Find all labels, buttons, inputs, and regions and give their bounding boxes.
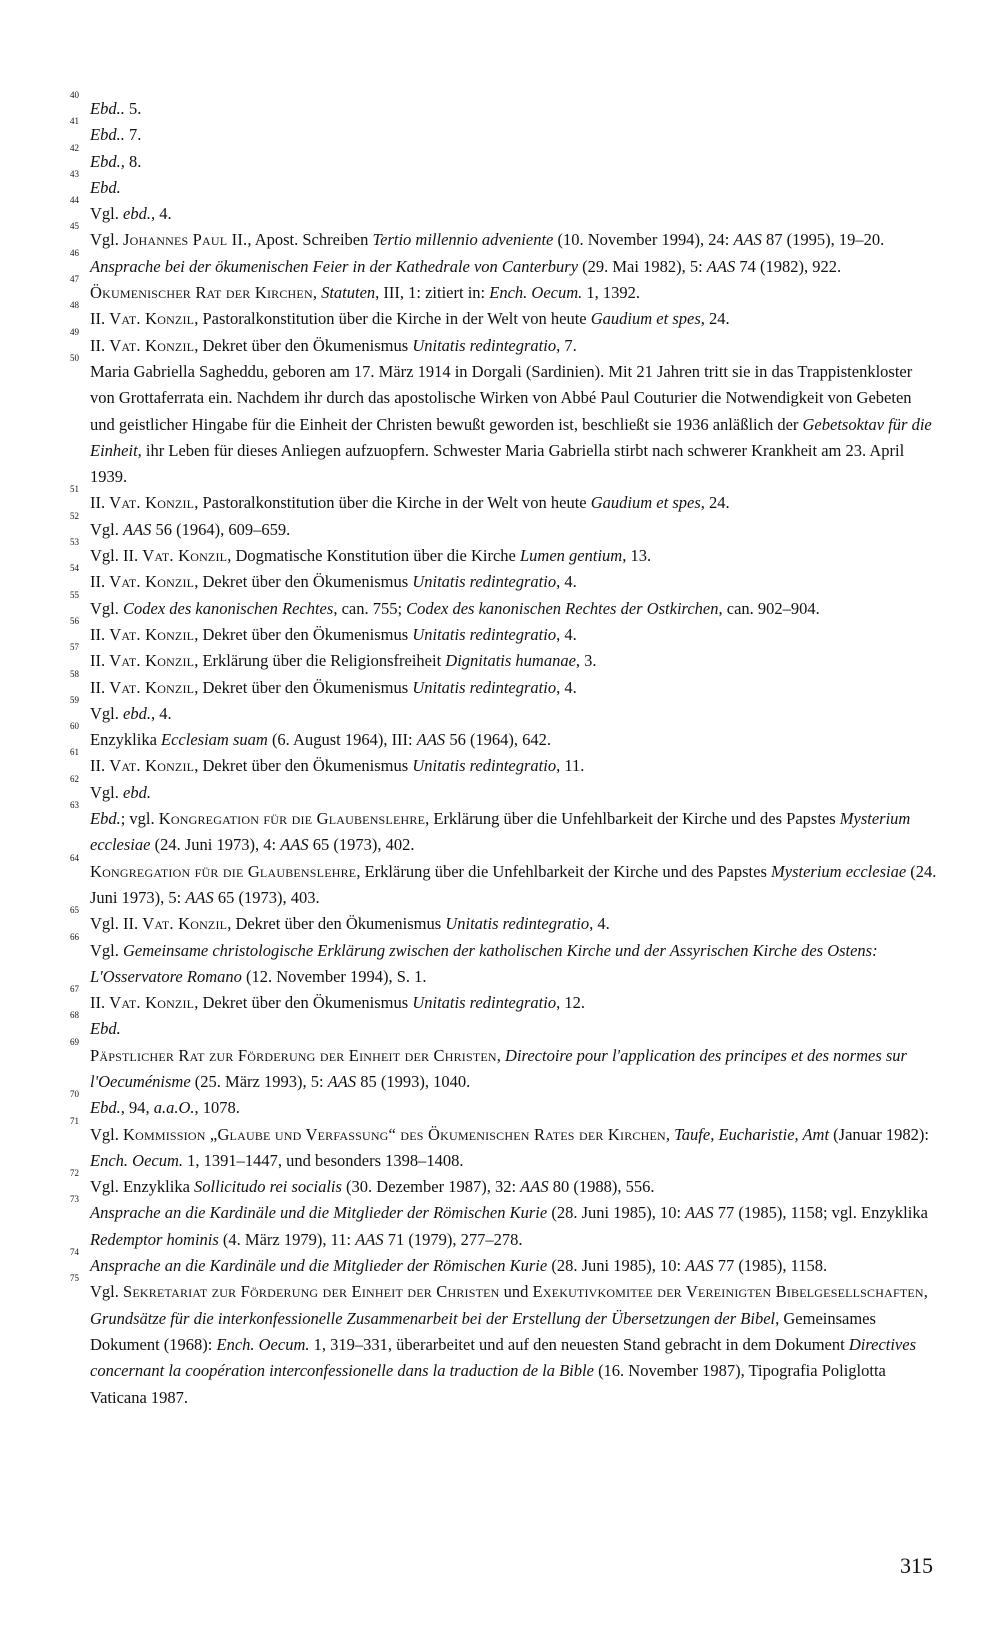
- footnote-text: , 24.: [700, 309, 730, 329]
- footnote-text: Vgl.: [90, 1282, 123, 1302]
- footnote-number: 59: [70, 694, 79, 705]
- footnote-text: , 7.: [556, 335, 577, 355]
- footnote-text: , Dekret über den Ökumenismus: [194, 624, 413, 644]
- footnote-italic-text: Ench. Oecum.: [216, 1334, 310, 1354]
- footnote-number: 65: [70, 905, 79, 916]
- footnote-number: 50: [70, 352, 79, 363]
- footnote-text: II.: [90, 624, 110, 644]
- footnote-text: II.: [90, 572, 110, 592]
- footnote-number: 42: [70, 142, 79, 153]
- footnote-text: (30. Dezember 1987), 32:: [341, 1177, 521, 1197]
- footnote-italic-text: Ench. Oecum.: [489, 283, 583, 303]
- footnote-text: , Erklärung über die Unfehlbarkeit der Kirche und des Papstes: [425, 809, 840, 829]
- footnote-number: 58: [70, 668, 79, 679]
- footnote-72: [70, 1168, 938, 1200]
- footnote-italic-text: Ebd.: [90, 177, 121, 197]
- footnote-author: Ökumenischer Rat der Kirchen: [90, 283, 313, 303]
- footnote-number: 45: [70, 221, 79, 232]
- footnote-text: , Dekret über den Ökumenismus: [194, 572, 413, 592]
- footnote-italic-text: Unitatis redintegratio: [445, 914, 590, 934]
- footnote-italic-text: Unitatis redintegratio: [412, 624, 557, 644]
- footnote-text: II.: [90, 756, 110, 776]
- footnote-text: , can. 902–904.: [718, 598, 820, 618]
- footnote-number: 48: [70, 300, 79, 311]
- footnote-text: , Erklärung über die Unfehlbarkeit der Kirche und des Papstes: [356, 861, 772, 881]
- footnote-text: Vgl. Enzyklika: [90, 1177, 195, 1197]
- footnotes-list: [70, 90, 938, 1411]
- footnote-text: , Dekret über den Ökumenismus: [194, 993, 413, 1013]
- footnote-number: 67: [70, 984, 79, 995]
- footnote-text: , 4.: [556, 624, 577, 644]
- footnote-number: 62: [70, 773, 79, 784]
- page-number: 315: [900, 1553, 933, 1578]
- footnote-text: 1, 319–331, überarbeitet und auf den neuesten Stand gebracht in dem Dokument: [309, 1334, 849, 1354]
- footnote-author: Kommission „Glaube und Verfassung“ des Ökumenischen Rates der Kirchen: [123, 1124, 666, 1144]
- footnote-author: Vat. Konzil: [142, 546, 228, 566]
- footnote-number: 44: [70, 195, 79, 206]
- footnote-text: II.: [90, 651, 110, 671]
- footnote-italic-text: AAS: [327, 1071, 357, 1091]
- footnote-text: , 94,: [120, 1098, 154, 1118]
- footnote-text: Vgl.: [90, 204, 123, 224]
- footnote-number: 49: [70, 326, 79, 337]
- footnote-italic-text: Mysterium ecclesiae: [771, 861, 907, 881]
- footnote-text: Vgl. II.: [90, 546, 143, 566]
- footnote-number: 70: [70, 1089, 79, 1100]
- footnote-number: 51: [70, 484, 79, 495]
- footnote-author: Kongregation für die Glaubenslehre: [90, 861, 357, 881]
- footnote-number: 75: [70, 1273, 79, 1284]
- footnote-number: 68: [70, 1010, 79, 1021]
- footnote-number: 40: [70, 90, 79, 100]
- footnote-text: ,: [312, 283, 322, 303]
- footnote-text: (25. März 1993), 5:: [190, 1071, 328, 1091]
- footnote-text: II.: [90, 493, 110, 513]
- footnote-author: Vat. Konzil: [109, 572, 195, 592]
- footnote-italic-text: Tertio millennio adveniente: [372, 230, 554, 250]
- footnote-text: 80 (1988), 556.: [548, 1177, 655, 1197]
- footnote-italic-text: Gemeinsame christologische Erklärung zwischen der katholischen Kirche und der Assyrischen Kirche des Ostens: L'Osservatore Romano: [90, 940, 878, 986]
- footnote-italic-text: Unitatis redintegratio: [412, 572, 557, 592]
- footnote-number: 55: [70, 589, 79, 600]
- footnote-italic-text: Unitatis redintegratio: [412, 677, 557, 697]
- footnote-italic-text: Ansprache an die Kardinäle und die Mitglieder der Römischen Kurie: [90, 1203, 548, 1223]
- footnote-text: 87 (1995), 19–20.: [761, 230, 885, 250]
- footnote-italic-text: AAS: [185, 887, 214, 907]
- footnote-number: 61: [70, 747, 79, 758]
- footnote-text: , Apost. Schreiben: [247, 230, 373, 250]
- footnote-italic-text: Unitatis redintegratio: [412, 335, 557, 355]
- footnote-text: Maria Gabriella Sagheddu, geboren am 17. März 1914 in Dorgali (Sardinien). Mit 21 Jahren tritt sie in das Trappistenkloster von Grottaferrata ein. Nachdem ihr durch das apostolische Wirken von Abbé Paul Couturier die Notwendigkeit von Gebeten und geistlicher Hingabe für die Einheit der Christen bewußt geworden ist, beschließt sie 1936 anläßlich der: [90, 361, 913, 434]
- footnote-italic-text: AAS: [355, 1229, 384, 1249]
- footnote-italic-text: Codex des kanonischen Rechtes: [123, 598, 334, 618]
- footnote-number: 54: [70, 563, 79, 574]
- footnote-italic-text: AAS: [685, 1203, 714, 1223]
- footnote-text: , Pastoralkonstitution über die Kirche in der Welt von heute: [194, 309, 591, 329]
- footnote-italic-text: AAS: [280, 835, 309, 855]
- footnote-text: , 13.: [622, 546, 652, 566]
- footnote-75: [70, 1273, 938, 1410]
- footnote-text: , 3.: [575, 651, 597, 671]
- footnote-text: 1, 1391–1447, und besonders 1398–1408.: [183, 1150, 464, 1170]
- footnote-italic-text: a.a.O.: [153, 1098, 195, 1118]
- footnote-author: Vat. Konzil: [109, 677, 195, 697]
- footnote-italic-text: Ansprache an die Kardinäle und die Mitglieder der Römischen Kurie: [90, 1256, 548, 1276]
- footnote-text: 65 (1973), 403.: [213, 887, 320, 907]
- footnote-number: 41: [70, 116, 79, 127]
- footnote-italic-text: Ebd..: [90, 99, 125, 118]
- footnote-author: Vat. Konzil: [109, 309, 195, 329]
- footnote-text: 56 (1964), 609–659.: [151, 519, 291, 539]
- footnote-italic-text: ebd.: [123, 703, 151, 723]
- footnote-text: , 24.: [700, 493, 730, 513]
- footnote-number: 57: [70, 642, 79, 653]
- footnote-italic-text: Ebd.: [90, 1098, 121, 1118]
- footnote-text: 65 (1973), 402.: [308, 835, 415, 855]
- footnote-text: , 4.: [150, 703, 172, 723]
- footnote-italic-text: Sollicitudo rei socialis: [194, 1177, 342, 1197]
- footnote-number: 71: [70, 1115, 79, 1126]
- footnote-text: , Dekret über den Ökumenismus: [194, 756, 413, 776]
- footnote-italic-text: Unitatis redintegratio: [412, 993, 557, 1013]
- footnote-italic-text: Ebd..: [90, 125, 125, 145]
- footnote-text: , Erklärung über die Religionsfreiheit: [194, 651, 446, 671]
- footnote-text: (4. März 1979), 11:: [218, 1229, 356, 1249]
- footnote-text: 85 (1993), 1040.: [356, 1071, 471, 1091]
- footnote-text: Vgl.: [90, 519, 123, 539]
- footnote-text: 77 (1985), 1158.: [713, 1256, 828, 1276]
- footnote-text: , ihr Leben für dieses Anliegen aufzuopfern. Schwester Maria Gabriella stirbt nach schwerer Krankheit am 23. April 1939.: [90, 440, 905, 487]
- footnote-italic-text: Ench. Oecum.: [90, 1150, 184, 1170]
- footnote-italic-text: Gebetsoktav für die Einheit: [90, 414, 932, 460]
- footnote-italic-text: AAS: [733, 230, 762, 250]
- footnote-author: Sekretariat zur Förderung der Einheit der Christen: [123, 1282, 500, 1302]
- footnote-number: 46: [70, 247, 79, 258]
- footnote-text: ,: [665, 1124, 675, 1144]
- footnote-text: Vgl.: [90, 703, 123, 723]
- footnote-text: , Gemeinsames Dokument (1968):: [90, 1308, 876, 1354]
- footnote-author: Vat. Konzil: [109, 493, 195, 513]
- footnote-text: (24. Juni 1973), 4:: [150, 835, 281, 855]
- footnote-text: , 4.: [589, 914, 610, 934]
- footnote-number: 63: [70, 800, 79, 811]
- footnote-text: 8.: [124, 151, 142, 171]
- footnote-text: , 4.: [556, 677, 577, 697]
- footnote-number: 60: [70, 721, 79, 732]
- footnote-text: , can. 755;: [333, 598, 407, 618]
- footnote-italic-text: AAS: [416, 730, 446, 750]
- footnote-text: ,: [496, 1045, 506, 1065]
- footnote-italic-text: Dignitatis humanae: [445, 651, 576, 671]
- footnote-text: Enzyklika: [90, 730, 162, 750]
- footnote-text: ,: [923, 1282, 928, 1302]
- footnote-text: , III, 1: zitiert in:: [375, 283, 490, 303]
- footnote-author: Vat. Konzil: [109, 651, 195, 671]
- footnote-italic-text: Gaudium et spes: [590, 493, 701, 513]
- footnote-number: 56: [70, 615, 79, 626]
- footnote-number: 73: [70, 1194, 79, 1205]
- footnote-text: , 12.: [556, 993, 585, 1013]
- footnote-text: 77 (1985), 1158; vgl. Enzyklika: [713, 1203, 928, 1223]
- footnote-text: 71 (1979), 277–278.: [383, 1229, 523, 1249]
- footnote-italic-text: AAS: [685, 1256, 714, 1276]
- footnote-italic-text: Lumen gentium: [520, 546, 623, 566]
- footnote-text: II.: [90, 335, 110, 355]
- footnote-italic-text: Ansprache bei der ökumenischen Feier in der Kathedrale von Canterbury: [90, 256, 579, 276]
- footnote-text: (29. Mai 1982), 5:: [578, 256, 707, 276]
- footnote-60: [70, 721, 938, 753]
- footnote-author: Päpstlicher Rat zur Förderung der Einheit der Christen: [90, 1045, 497, 1065]
- footnote-text: Vgl.: [90, 782, 123, 802]
- footnote-number: 74: [70, 1247, 79, 1258]
- footnote-text: 74 (1982), 922.: [735, 256, 842, 276]
- footnote-italic-text: Mysterium ecclesiae: [90, 809, 911, 855]
- footnote-author: Vat. Konzil: [142, 914, 228, 934]
- footnote-text: und: [499, 1282, 533, 1302]
- footnote-italic-text: AAS: [706, 256, 736, 276]
- footnote-text: Vgl. II.: [90, 914, 143, 934]
- footnote-italic-text: Unitatis redintegratio: [412, 756, 557, 776]
- footnote-italic-text: AAS: [123, 519, 152, 539]
- footnote-author: Vat. Konzil: [109, 756, 195, 776]
- footnote-italic-text: Directives concernant la coopération interconfessionelle dans la traduction de la Bible: [90, 1334, 917, 1381]
- footnote-text: 1, 1392.: [582, 283, 641, 303]
- footnote-italic-text: Ebd.: [90, 1019, 121, 1039]
- footnote-italic-text: AAS: [520, 1177, 549, 1197]
- footnote-italic-text: Ebd.,: [90, 151, 125, 171]
- footnote-italic-text: Directoire pour l'application des principes et des normes sur l'Oecuménisme: [90, 1045, 907, 1091]
- footnote-number: 72: [70, 1168, 79, 1179]
- footnote-text: Vgl.: [90, 940, 123, 960]
- footnote-author: Exekutivkomitee der Vereinigten Bibelgesellschaften: [532, 1282, 924, 1302]
- footnote-text: 56 (1964), 642.: [445, 730, 552, 750]
- footnote-author: Vat. Konzil: [109, 624, 195, 644]
- footnote-number: 69: [70, 1036, 79, 1047]
- footnote-author: Vat. Konzil: [109, 993, 195, 1013]
- footnote-text: Vgl.: [90, 1124, 123, 1144]
- footnote-text: 7.: [124, 125, 142, 145]
- footnote-italic-text: Redemptor hominis: [90, 1229, 219, 1249]
- footnote-text: , Dekret über den Ökumenismus: [227, 914, 446, 934]
- footnote-author: Vat. Konzil: [109, 335, 195, 355]
- footnote-italic-text: Grundsätze für die interkonfessionelle Zusammenarbeit bei der Erstellung der Übersetzungen der Bibel: [90, 1308, 776, 1328]
- footnote-number: 66: [70, 931, 79, 942]
- footnote-italic-text: ebd.,: [123, 204, 156, 224]
- footnote-number: 43: [70, 168, 79, 179]
- footnote-text: , 11.: [556, 756, 585, 776]
- footnote-text: Vgl.: [90, 598, 123, 618]
- footnote-number: 64: [70, 852, 79, 863]
- footnote-text: (28. Juni 1985), 10:: [547, 1203, 686, 1223]
- footnote-italic-text: Ecclesiam suam: [161, 730, 268, 750]
- footnote-text: 4.: [155, 204, 172, 224]
- footnote-author: Kongregation für die Glaubenslehre: [158, 809, 426, 829]
- footnote-text: ; vgl.: [120, 809, 159, 829]
- footnote-number: 47: [70, 274, 79, 285]
- footnote-number: 53: [70, 537, 79, 548]
- footnote-text: (24. Juni 1973), 5:: [90, 861, 937, 907]
- footnote-author: Johannes Paul II.: [123, 230, 248, 250]
- footnote-italic-text: ebd.: [123, 782, 151, 802]
- footnote-text: Vgl.: [90, 230, 123, 250]
- footnote-number: 52: [70, 510, 79, 521]
- footnote-italic-text: Codex des kanonischen Rechtes der Ostkirchen: [406, 598, 719, 618]
- footnote-italic-text: Statuten: [321, 283, 376, 303]
- footnote-text: , 1078.: [194, 1098, 240, 1118]
- footnote-text: (12. November 1994), S. 1.: [241, 966, 427, 986]
- footnote-text: , Dekret über den Ökumenismus: [194, 677, 413, 697]
- footnote-text: II.: [90, 309, 110, 329]
- footnote-text: II.: [90, 677, 110, 697]
- footnote-64: [70, 852, 938, 912]
- footnote-text: , Dogmatische Konstitution über die Kirche: [227, 546, 520, 566]
- footnote-italic-text: Taufe, Eucharistie, Amt: [674, 1124, 830, 1144]
- footnote-text: (28. Juni 1985), 10:: [547, 1256, 686, 1276]
- footnote-text: , Dekret über den Ökumenismus: [194, 335, 413, 355]
- footnote-text: , Pastoralkonstitution über die Kirche in der Welt von heute: [194, 493, 591, 513]
- footnote-text: (6. August 1964), III:: [267, 730, 417, 750]
- footnote-text: (16. November 1987), Tipografia Poliglotta Vaticana 1987.: [90, 1361, 886, 1407]
- footnote-italic-text: Ebd.: [90, 809, 121, 829]
- footnote-text: , 4.: [556, 572, 577, 592]
- footnote-italic-text: Gaudium et spes: [590, 309, 701, 329]
- footnote-text: 5.: [124, 99, 142, 118]
- footnote-text: (10. November 1994), 24:: [553, 230, 734, 250]
- footnote-text: (Januar 1982):: [829, 1124, 929, 1144]
- footnote-text: II.: [90, 993, 110, 1013]
